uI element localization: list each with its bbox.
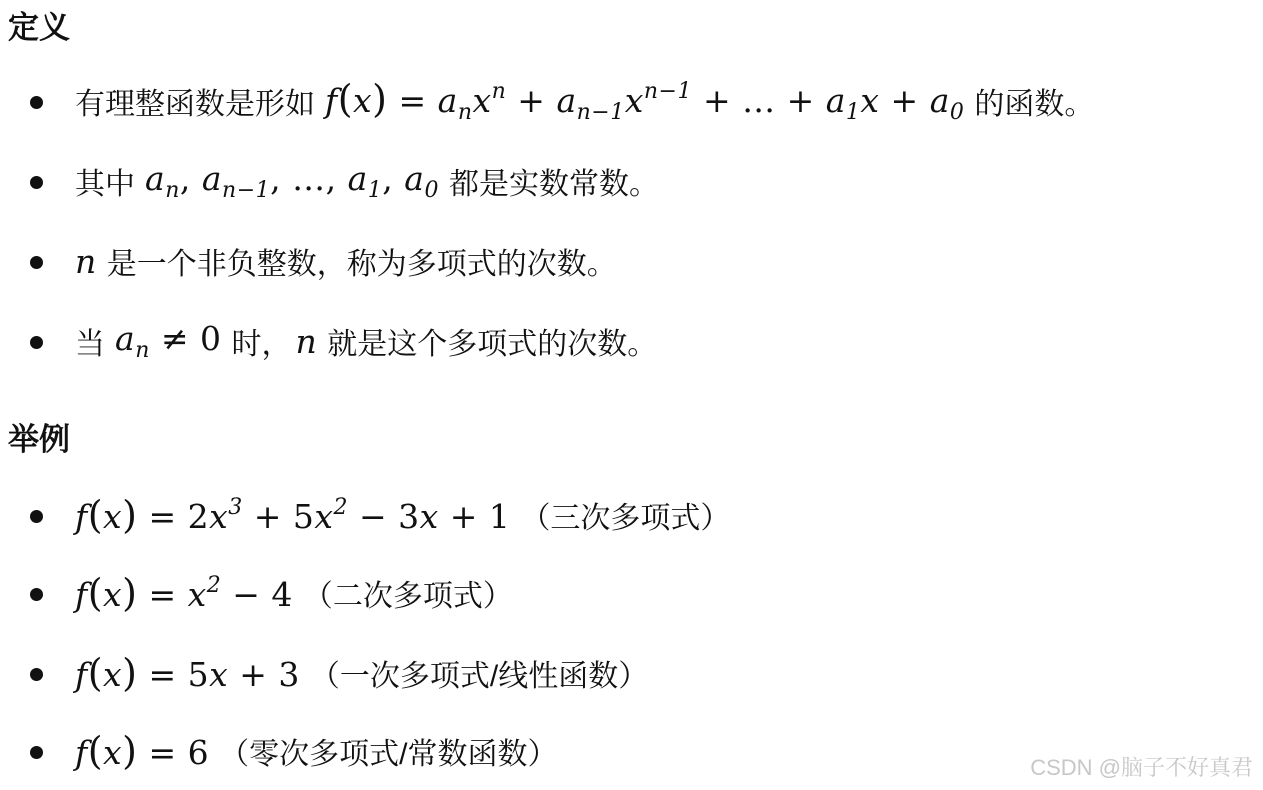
definition-item-2-formula: $a_n$, $a_{n-1}$, …, $a_1$, $a_0$ xyxy=(145,159,439,203)
example-item-2-note: （二次多项式） xyxy=(302,580,513,613)
definition-item-1-prefix: 有理整函数是形如 xyxy=(75,88,315,121)
bullet-icon xyxy=(30,668,43,681)
example-item-3-formula: f(x) = 5x + 3 xyxy=(75,651,300,695)
example-item-3 xyxy=(30,644,1255,702)
definition-item-3 xyxy=(30,232,1255,290)
definition-item-4 xyxy=(30,312,1255,370)
definition-item-2 xyxy=(30,152,1255,210)
definition-item-4-suffix2: 就是这个多项式的次数。 xyxy=(327,328,658,361)
example-item-1-note: （三次多项式） xyxy=(520,502,731,535)
bullet-icon xyxy=(30,746,43,759)
definition-heading: 定义 xyxy=(8,10,70,45)
bullet-icon xyxy=(30,588,43,601)
example-item-4-formula: f(x) = 6 xyxy=(75,729,210,773)
definition-item-2-prefix: 其中 xyxy=(75,168,135,201)
definition-item-2-suffix: 都是实数常数。 xyxy=(448,168,659,201)
example-item-2 xyxy=(30,564,1255,622)
definition-item-4-formula: $a_n \ne 0$ xyxy=(115,319,222,363)
bullet-icon xyxy=(30,176,43,189)
csdn-watermark: CSDN @脑子不好真君 xyxy=(1030,755,1253,780)
definition-item-4-prefix: 当 xyxy=(75,328,105,361)
bullet-icon xyxy=(30,256,43,269)
bullet-icon xyxy=(30,336,43,349)
example-item-3-note: （一次多项式/线性函数） xyxy=(309,660,649,693)
example-item-1 xyxy=(30,486,1255,544)
definition-item-3-suffix: 是一个非负整数，称为多项式的次数。 xyxy=(106,248,617,281)
definition-item-4-formula2: n xyxy=(295,321,318,361)
example-item-1-formula: $f(x) = 2x^3 + 5x^2 - 3x + 1$ xyxy=(75,493,511,537)
definition-item-3-formula: n xyxy=(75,241,97,281)
example-item-2-formula: $f(x) = x^2 - 4$ xyxy=(75,571,293,615)
examples-heading: 举例 xyxy=(8,422,70,457)
definition-item-1 xyxy=(30,72,1255,130)
bullet-icon xyxy=(30,96,43,109)
bullet-icon xyxy=(30,510,43,523)
definition-item-1-formula: $f(x) = a_nx^n + a_{n-1}x^{n-1}$ + … + $a_1x + a_0$ xyxy=(325,77,965,125)
definition-item-4-suffix: 时， xyxy=(231,328,292,361)
example-item-4-note: （零次多项式/常数函数） xyxy=(219,738,558,771)
definition-item-1-suffix: 的函数。 xyxy=(974,88,1095,121)
